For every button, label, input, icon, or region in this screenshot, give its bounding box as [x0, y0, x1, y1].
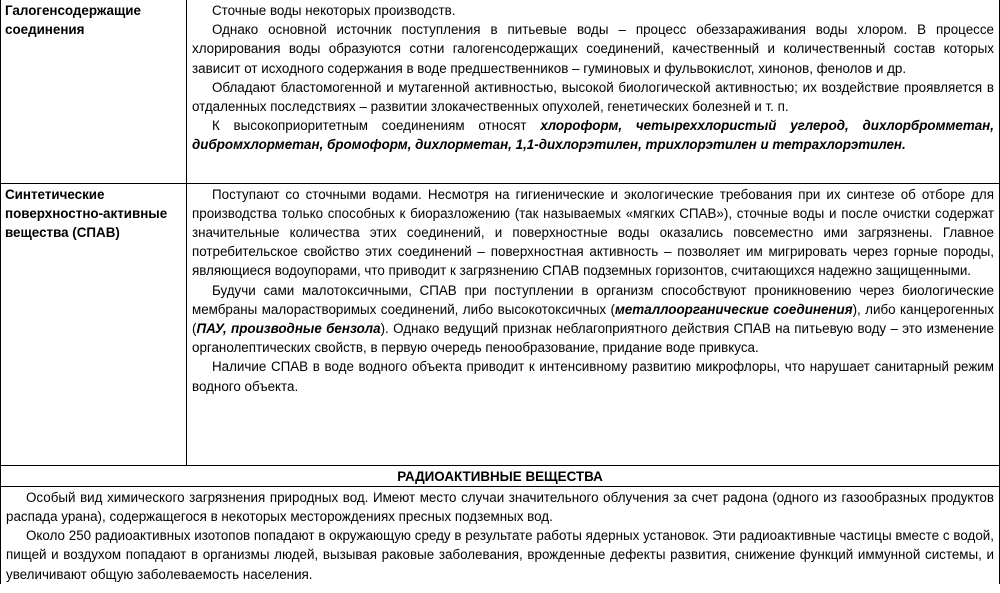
paragraph: Однако основной источник поступления в питьевые воды – процесс обеззараживания воды хлором. В процессе хлорирования воды образуются сотни галогенсодержащих соединений, качественный и количественный состав которых зависит от исходного содержания в воде предшественников – гуминовых и фульвокислот, хинонов, фенолов и др. [192, 22, 994, 76]
section-body-row [1, 486, 1000, 584]
substance-name-cell [1, 183, 187, 465]
paragraph [192, 281, 994, 358]
section-body [1, 486, 1000, 584]
substance-name: Синтетические поверхностно-активные вещества (СПАВ) [5, 186, 168, 240]
description-cell [187, 183, 1000, 465]
text-run: Будучи сами малотоксичными, СПАВ при поступлении в организм способствуют проникновению через биологические мембраны малорастворимых соединений, либо высокотоксичных ( [192, 282, 994, 317]
section-header-row [1, 465, 1000, 486]
text-run: ), либо канцерогенных ( [192, 301, 994, 336]
paragraph: Наличие СПАВ в воде водного объекта приводит к интенсивному развитию микрофлоры, что нарушает санитарный режим водного объекта. [192, 359, 994, 394]
text-run: К высокоприоритетным соединениям относят [212, 118, 541, 134]
paragraph: Сточные воды некоторых производств. [212, 3, 456, 18]
table-row [1, 183, 1000, 465]
highlighted-term: металлоорганические соединения [614, 301, 853, 317]
paragraph: Около 250 радиоактивных изотопов попадают в окружающую среду в результате работы ядерных установок. Эти радиоактивные частицы вместе с водой, пищей и воздухом попадают в организмы людей, вызывая раковые заболевания, врожденные дефекты развития, снижение функций иммунной системы, и увеличивают общую заболеваемость населения. [6, 528, 994, 582]
section-title: РАДИОАКТИВНЫЕ ВЕЩЕСТВА [1, 465, 1000, 486]
highlighted-term: ПАУ, производные бензола [196, 320, 381, 336]
table-row [1, 0, 1000, 183]
paragraph: Поступают со сточными водами. Несмотря на гигиенические и экологические требования при их синтезе об отборе для производства только способных к биоразложению (так называемых «мягких СПАВ»), сточные воды и после очистки содержат значительные количества этих соединений, и поверхностные воды оказались повсеместно ими загрязнены. Главное потребительское свойство этих соединений – поверхностная активность – позволяет им мигрировать через горные породы, являющиеся водоупорами, что приводит к загрязнению СПАВ подземных горизонтов, считающихся надежно защищенными. [192, 186, 994, 279]
paragraph [192, 116, 994, 154]
substance-name-cell [1, 0, 187, 183]
paragraph: Обладают бластомогенной и мутагенной активностью, высокой биологической активностью; их воздействие проявляется в отдаленных последствиях – развитии злокачественных опухолей, генетических болезней и т. п. [192, 79, 994, 115]
substance-name: Галогенсодержащие соединения [5, 3, 141, 38]
highlighted-compounds: хлороформ, четыреххлористый углерод, дихлорбромметан, дибромхлорметан, бромоформ, дихлорметан, 1,1-дихлорэтилен, трихлорэтилен и тетрахлорэтилен. [192, 118, 994, 153]
text-run: ). Однако ведущий признак неблагоприятного действия СПАВ на питьевую воду – это изменение органолептических свойств, в первую очередь пенообразование, придание воде привкуса. [192, 320, 994, 356]
description-cell [187, 0, 1000, 183]
paragraph: Особый вид химического загрязнения природных вод. Имеют место случаи значительного облучения за счет радона (одного из газообразных продуктов распада урана), содержащегося в некоторых месторождениях пресных подземных вод. [6, 489, 994, 524]
